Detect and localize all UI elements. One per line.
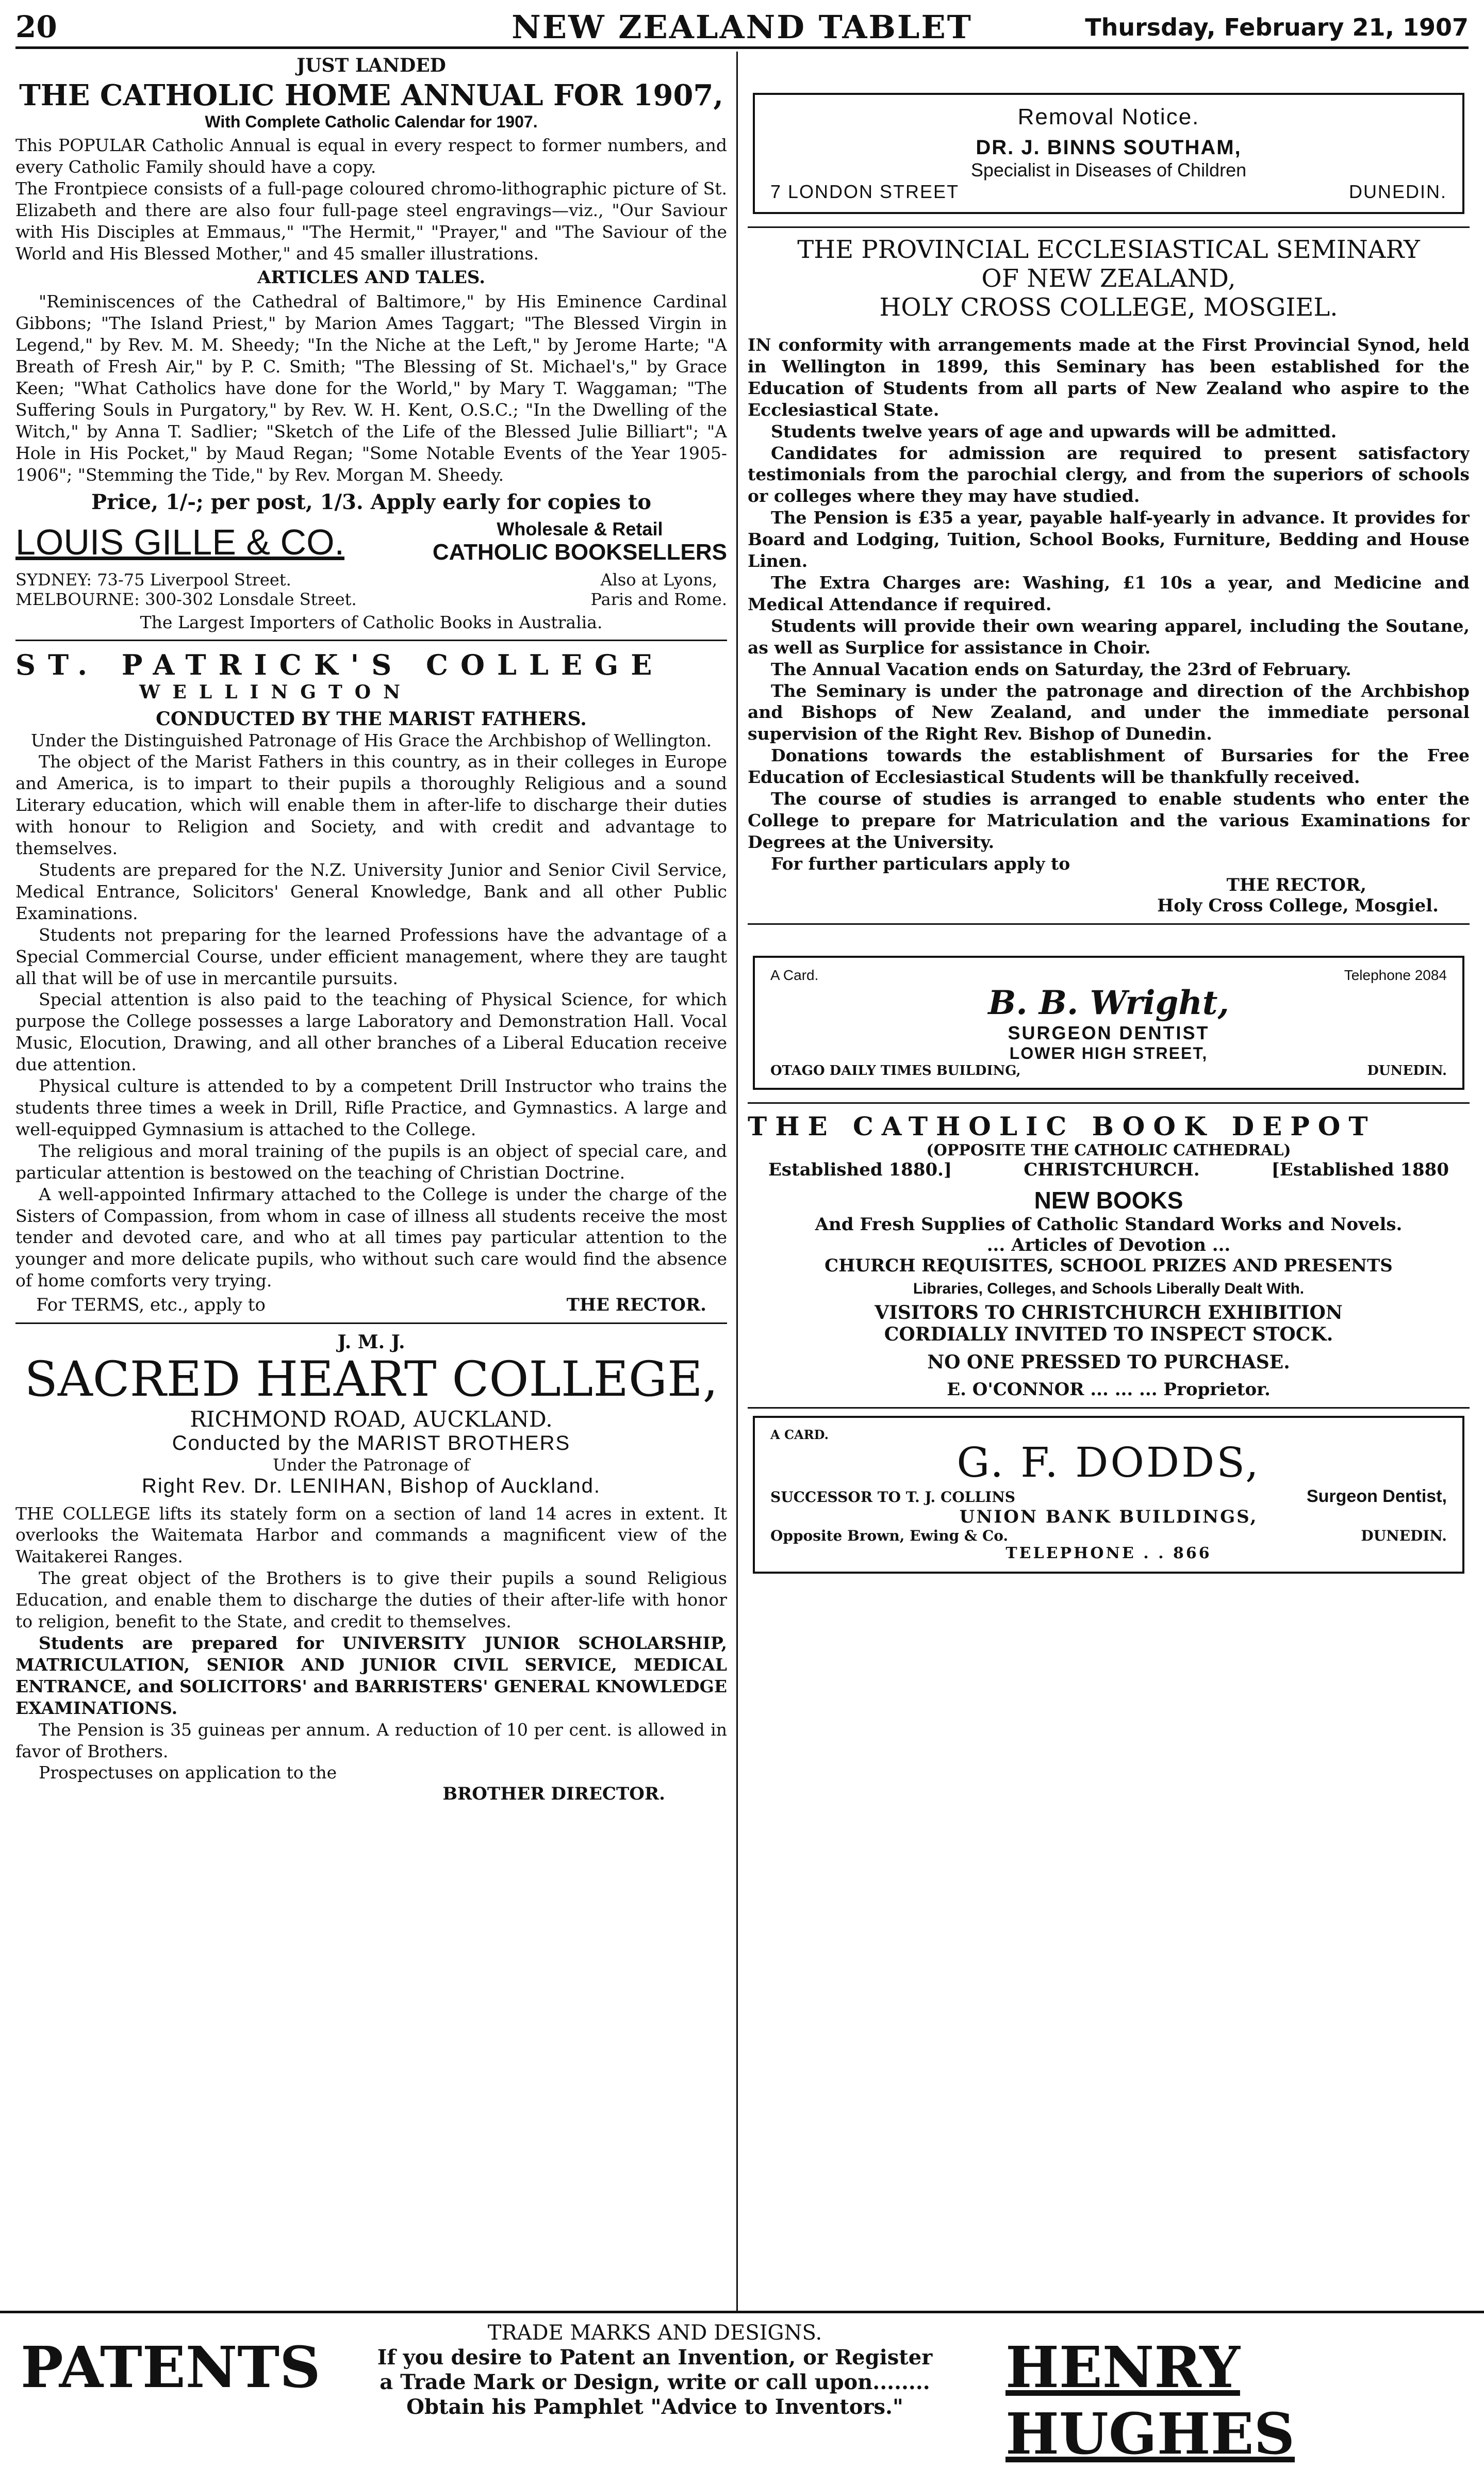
seminary-p7: The Annual Vacation ends on Saturday, the 23rd of February.	[771, 659, 1351, 679]
right-column	[748, 52, 1470, 2311]
footer-middle	[320, 2321, 990, 2420]
book-depot-new-books: NEW BOOKS	[1034, 1186, 1183, 1214]
branch-lyons: Also at Lyons,	[600, 569, 718, 590]
removal-city: DUNEDIN.	[1348, 181, 1447, 202]
st-patricks-p1: The object of the Marist Fathers in this country, as in their colleges in Europe and America, is to impart to their pupils a thoroughly Religious and a sound Literary education, which will enable them in after-life to discharge their duties with honour to Religion and Society, and with credit and advantage to themselves.	[15, 751, 727, 859]
book-depot-owner: E. O'CONNOR ... ... ... Proprietor.	[947, 1379, 1271, 1400]
wright-label: A Card.	[770, 967, 819, 983]
book-depot-visitors1: VISITORS TO CHRISTCHURCH EXHIBITION	[875, 1301, 1343, 1324]
seminary-advert	[748, 235, 1470, 916]
st-patricks-p5: Physical culture is attended to by a competent Drill Instructor who trains the students three times a week in Drill, Rifle Practice, and Gymnastics. A large and well-equipped Gymnasium is attached to the College.	[15, 1076, 727, 1139]
seminary-p6: Students will provide their own wearing apparel, including the Soutane, as well as Surplice for assistance in Choir.	[748, 615, 1470, 658]
footer-mid4: Obtain his Pamphlet "Advice to Inventors."	[406, 2395, 903, 2419]
sacred-heart-address: RICHMOND ROAD, AUCKLAND.	[190, 1406, 553, 1432]
sacred-heart-p1: THE COLLEGE lifts its stately form on a section of land 14 acres in extent. It overlooks the Waitemata Harbor and commands a magnificent view of the Waitakerei Ranges.	[15, 1503, 727, 1567]
firm-tags	[433, 518, 727, 566]
removal-name: DR. J. BINNS SOUTHAM,	[976, 136, 1242, 159]
sacred-heart-patronage: Under the Patronage of	[272, 1455, 470, 1475]
st-patricks-p7: A well-appointed Infirmary attached to the College is under the charge of the Sisters of Compassion, from whom in case of illness all students receive the most tender and devoted care, and who at all times pay particular attention to the younger and more delicate pupils, who without such care would find the absence of home comforts very trying.	[15, 1184, 727, 1291]
footer-henry-hughes: HENRY HUGHES	[1005, 2334, 1295, 2467]
sacred-heart-p4: The Pension is 35 guineas per annum. A reduction of 10 per cent. is allowed in favor of Brothers.	[15, 1719, 727, 1761]
st-patricks-patronage: Under the Distinguished Patronage of His Grace the Archbishop of Wellington.	[30, 730, 712, 750]
seminary-title1: THE PROVINCIAL ECCLESIASTICAL SEMINARY	[797, 235, 1420, 264]
book-depot-church: CHURCH REQUISITES, SCHOOL PRIZES AND PRESENTS	[825, 1255, 1393, 1276]
book-depot-advert	[748, 1111, 1470, 1400]
book-depot-opposite: (OPPOSITE THE CATHOLIC CATHEDRAL)	[926, 1141, 1291, 1159]
wright-card	[753, 956, 1464, 1090]
sacred-heart-p2: The great object of the Brothers is to give their pupils a sound Religious Education, and enable them to discharge the duties of their after-life with honor to religion, benefit to the State, and credit to themselves.	[15, 1568, 727, 1632]
branch-paris: Paris and Rome.	[590, 589, 727, 609]
annual-section: ARTICLES AND TALES.	[257, 267, 486, 288]
sacred-heart-signoff: BROTHER DIRECTOR.	[442, 1784, 665, 1805]
firm-tag-wholesale: Wholesale & Retail	[497, 518, 663, 540]
book-depot-title: THE CATHOLIC BOOK DEPOT	[748, 1110, 1376, 1141]
st-patricks-city: WELLINGTON	[139, 681, 413, 703]
annual-headline: THE CATHOLIC HOME ANNUAL FOR 1907,	[19, 78, 723, 112]
st-patricks-title: ST. PATRICK'S COLLEGE	[15, 648, 665, 681]
seminary-p10: The course of studies is arranged to enable students who enter the College to prepare for Matriculation and the various Examinations for Degrees at the University.	[748, 789, 1470, 852]
section-rule	[748, 923, 1470, 925]
annual-subhead: With Complete Catholic Calendar for 1907.	[205, 112, 538, 131]
seminary-sign1: THE RECTOR,	[1226, 874, 1366, 895]
wright-phone: Telephone 2084	[1344, 967, 1447, 983]
st-patricks-advert	[15, 648, 727, 1316]
seminary-p8: The Seminary is under the patronage and direction of the Archbishop and Bishops of New Zealand, and under the immediate personal supervision of the Right Rev. Bishop of Dunedin.	[748, 680, 1470, 744]
masthead-title: NEW ZEALAND TABLET	[512, 8, 972, 46]
page-header	[15, 5, 1469, 49]
seminary-p2: Students twelve years of age and upwards will be admitted.	[771, 421, 1337, 442]
wright-role: SURGEON DENTIST	[1008, 1022, 1210, 1043]
book-depot-visitors2: CORDIALLY INVITED TO INSPECT STOCK.	[884, 1323, 1333, 1345]
footer-mid3: a Trade Mark or Design, write or call upon........	[380, 2370, 930, 2394]
wright-building: OTAGO DAILY TIMES BUILDING,	[770, 1063, 1021, 1079]
removal-street: 7 LONDON STREET	[770, 181, 960, 202]
annual-para2: The Frontpiece consists of a full-page coloured chromo-lithographic picture of St. Elizabeth and there are also four full-page steel engravings—viz., "Our Saviour with His Disciples at Emmaus," "The Hermit," "Prayer," and "The Saviour of the World and His Blessed Mother," and 45 smaller illustrations.	[15, 178, 727, 264]
st-patricks-p3: Students not preparing for the learned Professions have the advantage of a Special Commercial Course, under efficient management, where they are taught all that will be of use in mercantile pursuits.	[15, 924, 727, 988]
book-depot-est1: Established 1880.]	[768, 1159, 952, 1180]
section-rule	[15, 1322, 727, 1324]
wright-city: DUNEDIN.	[1367, 1063, 1447, 1079]
firm-addresses	[15, 570, 357, 609]
annual-advert	[15, 55, 727, 632]
dodds-card	[753, 1416, 1464, 1574]
sydney-address: SYDNEY: 73-75 Liverpool Street.	[15, 569, 291, 590]
section-rule	[748, 1407, 1470, 1409]
st-patricks-p2: Students are prepared for the N.Z. University Junior and Senior Civil Service, Medical Entrance, Solicitors' General Knowledge, Bank and all other Public Examinations.	[15, 860, 727, 923]
annual-para1: This POPULAR Catholic Annual is equal in every respect to former numbers, and every Catholic Family should have a copy.	[15, 135, 727, 177]
wright-name: B. B. Wright,	[988, 983, 1229, 1022]
melbourne-address: MELBOURNE: 300-302 Lonsdale Street.	[15, 589, 357, 609]
annual-para3: "Reminiscences of the Cathedral of Baltimore," by His Eminence Cardinal Gibbons; "The Island Priest," by Marion Ames Taggart; "The Blessed Virgin in Legend," by Rev. M. M. Sheedy; "In the Niche at the Left," by Jerome Harte; "A Breath of Fresh Air," by P. C. Smith; "The Blessing of St. Michael's," by Grace Keen; "What Catholics have done for the World," by Mary T. Waggaman; "The Suffering Souls in Purgatory," by Rev. W. H. Kent, O.S.C.; "In the Dwelling of the Witch," by Anna T. Sadlier; "Sketch of the Life of the Blessed Julie Billiart"; "A Hole in His Pocket," by Maud Regan; "Some Notable Events of the Year 1905-1906"; "Stemming the Tide," by Rev. Morgan M. Sheedy.	[15, 291, 727, 485]
section-rule	[748, 1102, 1470, 1104]
sacred-heart-bishop: Right Rev. Dr. LENIHAN, Bishop of Auckland.	[141, 1474, 601, 1497]
seminary-sign2: Holy Cross College, Mosgiel.	[1157, 895, 1439, 916]
footer-mid2: If you desire to Patent an Invention, or Register	[377, 2345, 933, 2370]
footer-patents: PATENTS	[21, 2334, 321, 2400]
seminary-p1: IN conformity with arrangements made at the First Provincial Synod, held in Wellington in 1899, this Seminary has been established for the Education of Students from all parts of New Zealand who aspire to the Ecclesiastical State.	[748, 335, 1470, 420]
st-patricks-p6: The religious and moral training of the pupils is an object of special care, and particular attention is bestowed on the teaching of Christian Doctrine.	[15, 1140, 727, 1183]
sacred-heart-p5: Prospectuses on application to the	[39, 1762, 337, 1783]
seminary-title3: HOLY CROSS COLLEGE, MOSGIEL.	[879, 293, 1338, 322]
dodds-successor: SUCCESSOR TO T. J. COLLINS	[770, 1488, 1016, 1506]
firm-tag-catholic: CATHOLIC BOOKSELLERS	[432, 539, 727, 565]
seminary-p3: Candidates for admission are required to present satisfactory testimonials from the parochial clergy, and from the superiors of schools or colleges where they may have studied.	[748, 443, 1470, 507]
seminary-p4: The Pension is £35 a year, payable half-yearly in advance. It provides for Board and Lodging, Tuition, School Books, Furniture, Bedding and House Linen.	[748, 508, 1470, 571]
page-footer	[0, 2311, 1484, 2467]
removal-notice	[753, 93, 1464, 214]
st-patricks-signoff: THE RECTOR.	[566, 1295, 706, 1316]
book-depot-fresh: And Fresh Supplies of Catholic Standard Works and Novels.	[815, 1214, 1403, 1235]
dodds-role: Surgeon Dentist,	[1306, 1486, 1447, 1506]
book-depot-no-one: NO ONE PRESSED TO PURCHASE.	[927, 1351, 1290, 1373]
seminary-p9: Donations towards the establishment of Bursaries for the Free Education of Ecclesiastical Students will be thankfully received.	[748, 745, 1470, 788]
book-depot-libraries: Libraries, Colleges, and Schools Liberally Dealt With.	[913, 1280, 1305, 1297]
issue-date: Thursday, February 21, 1907	[1085, 13, 1469, 41]
left-column	[15, 52, 727, 2311]
firm-tagline: The Largest Importers of Catholic Books in Australia.	[140, 612, 603, 632]
dodds-phone: TELEPHONE . . 866	[1005, 1544, 1212, 1562]
firm-branches	[591, 570, 727, 609]
annual-price: Price, 1/-; per post, 1/3. Apply early for copies to	[91, 489, 652, 514]
removal-title: Removal Notice.	[1017, 104, 1200, 129]
sacred-heart-monogram: J. M. J.	[337, 1331, 405, 1353]
seminary-p11: For further particulars apply to	[771, 853, 1070, 874]
st-patricks-p4: Special attention is also paid to the teaching of Physical Science, for which purpose the College possesses a large Laboratory and Demonstration Hall. Vocal Music, Elocution, Drawing, and all other branches of a Liberal Education receive due attention.	[15, 989, 727, 1075]
book-depot-est2: [Established 1880	[1271, 1159, 1449, 1180]
dodds-city: DUNEDIN.	[1361, 1527, 1447, 1544]
page-number: 20	[15, 9, 57, 44]
book-depot-city: CHRISTCHURCH.	[1024, 1159, 1200, 1180]
firm-name: LOUIS GILLE & CO.	[15, 521, 344, 562]
sacred-heart-p3: Students are prepared for UNIVERSITY JUNIOR SCHOLARSHIP, MATRICULATION, SENIOR AND JUNIOR CIVIL SERVICE, MEDICAL ENTRANCE, and SOLICITORS' and BARRISTERS' GENERAL KNOWLEDGE EXAMINATIONS.	[15, 1632, 727, 1718]
dodds-opposite: Opposite Brown, Ewing & Co.	[770, 1527, 1009, 1544]
sacred-heart-conducted: Conducted by the MARIST BROTHERS	[172, 1431, 571, 1455]
seminary-title2: OF NEW ZEALAND,	[981, 264, 1236, 293]
annual-kicker: JUST LANDED	[296, 55, 446, 76]
st-patricks-terms: For TERMS, etc., apply to	[36, 1295, 266, 1316]
footer-mid1: TRADE MARKS AND DESIGNS.	[487, 2321, 822, 2345]
seminary-p5: The Extra Charges are: Washing, £1 10s a year, and Medicine and Medical Attendance if required.	[748, 572, 1470, 614]
section-rule	[15, 640, 727, 641]
book-depot-devotion: ... Articles of Devotion ...	[986, 1234, 1231, 1255]
removal-specialty: Specialist in Diseases of Children	[970, 159, 1247, 181]
section-rule	[748, 226, 1470, 228]
wright-street: LOWER HIGH STREET,	[1009, 1043, 1208, 1063]
dodds-building: UNION BANK BUILDINGS,	[959, 1506, 1258, 1527]
sacred-heart-title: SACRED HEART COLLEGE,	[24, 1351, 718, 1408]
dodds-name: G. F. DODDS,	[957, 1438, 1261, 1486]
sacred-heart-advert	[15, 1331, 727, 1804]
st-patricks-conducted: CONDUCTED BY THE MARIST FATHERS.	[156, 708, 587, 730]
column-divider	[736, 52, 738, 2311]
dodds-label: A CARD.	[770, 1427, 829, 1442]
